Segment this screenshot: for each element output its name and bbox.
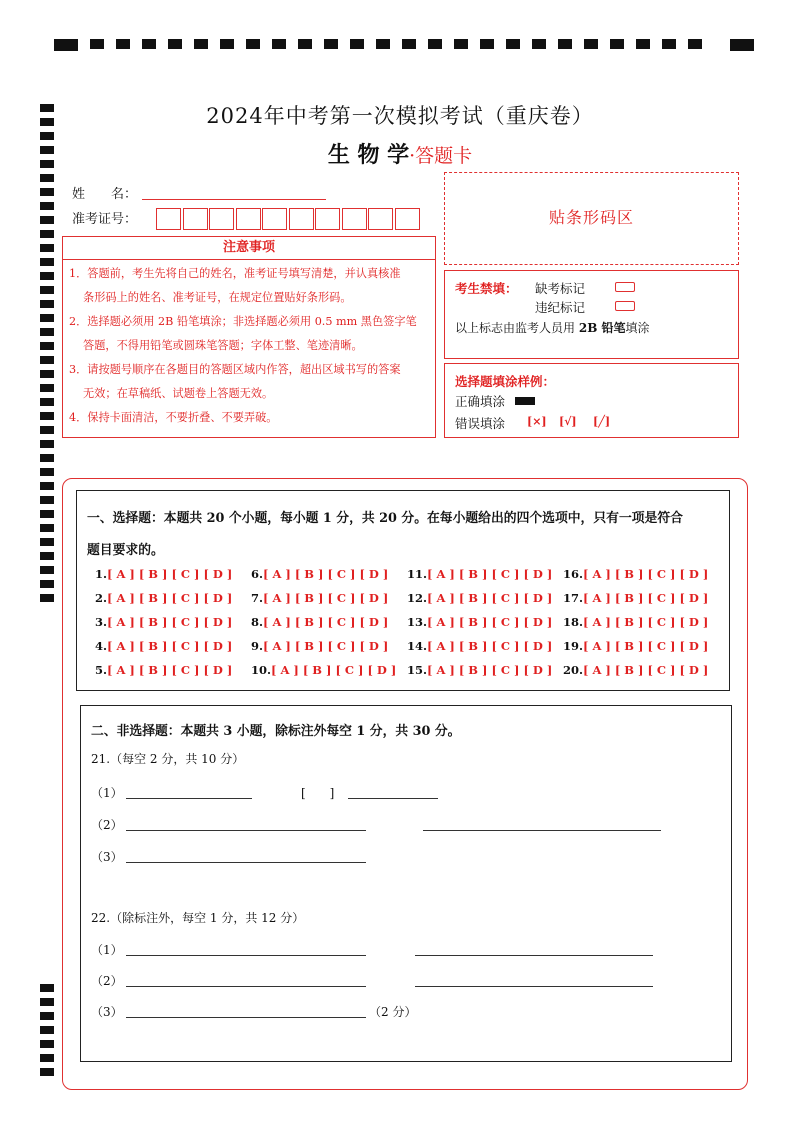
mc-question-number: 1. xyxy=(95,567,108,581)
mc-question-number: 14. xyxy=(407,639,428,653)
timing-mark xyxy=(40,384,54,392)
mc-question-number: 11. xyxy=(407,567,428,581)
mc-question[interactable] xyxy=(563,567,708,581)
timing-mark xyxy=(40,1012,54,1020)
q22-sub3-label: （3） xyxy=(91,1005,123,1019)
timing-mark xyxy=(40,188,54,196)
q22-3-blank[interactable] xyxy=(126,1017,366,1018)
timing-mark xyxy=(40,328,54,336)
id-digit-cell[interactable] xyxy=(289,208,314,230)
page-title: 2024年中考第一次模拟考试（重庆卷） xyxy=(206,104,594,128)
id-digit-cell[interactable] xyxy=(342,208,367,230)
mc-question[interactable] xyxy=(407,567,552,581)
subject-title xyxy=(0,138,800,169)
notice-item: 3．请按题号顺序在各题目的答题区域内作答，超出区域书写的答案 xyxy=(69,363,401,376)
timing-mark xyxy=(40,482,54,490)
timing-mark xyxy=(40,426,54,434)
q22-1-blank[interactable] xyxy=(126,955,366,956)
name-field[interactable] xyxy=(142,199,326,200)
absent-mark-box[interactable] xyxy=(615,282,635,292)
violation-mark-box[interactable] xyxy=(615,301,635,311)
timing-mark xyxy=(40,524,54,532)
mc-question-number: 17. xyxy=(563,591,584,605)
barcode-area xyxy=(444,172,739,265)
notice-box xyxy=(62,236,436,438)
mc-question[interactable] xyxy=(563,663,708,677)
timing-mark xyxy=(40,496,54,504)
mc-question[interactable] xyxy=(407,663,552,677)
timing-mark xyxy=(40,258,54,266)
timing-mark xyxy=(40,1040,54,1048)
notice-item: 条形码上的姓名、准考证号，在规定位置贴好条形码。 xyxy=(83,291,352,304)
mc-question[interactable] xyxy=(407,639,552,653)
notice-item: 答题，不得用铅笔或圆珠笔答题；字体工整、笔迹清晰。 xyxy=(83,339,363,352)
mc-options[interactable]: [ A ] [ B ] [ C ] [ D ] xyxy=(583,639,709,653)
mc-options[interactable]: [ A ] [ B ] [ C ] [ D ] xyxy=(107,663,233,677)
mc-question[interactable] xyxy=(251,639,388,653)
mc-options[interactable]: [ A ] [ B ] [ C ] [ D ] xyxy=(271,663,397,677)
wrong-mark: [×] xyxy=(527,415,547,428)
timing-mark xyxy=(40,342,54,350)
wrong-mark: [√] xyxy=(559,415,577,428)
mc-options[interactable]: [ A ] [ B ] [ C ] [ D ] xyxy=(583,591,709,605)
id-digit-cell[interactable] xyxy=(183,208,208,230)
mc-options[interactable]: [ A ] [ B ] [ C ] [ D ] xyxy=(427,567,553,581)
mc-question-number: 9. xyxy=(251,639,264,653)
id-digit-cell[interactable] xyxy=(262,208,287,230)
fill-example-box xyxy=(444,363,739,438)
forbidden-box xyxy=(444,270,739,359)
q21-sub1-label: （1） xyxy=(91,786,123,800)
mc-question-number: 19. xyxy=(563,639,584,653)
mc-question[interactable] xyxy=(95,591,232,605)
correct-fill-sample xyxy=(515,397,535,405)
timing-mark xyxy=(40,244,54,252)
timing-mark xyxy=(40,370,54,378)
mc-options[interactable]: [ A ] [ B ] [ C ] [ D ] xyxy=(427,591,553,605)
forbidden-note: 以上标志由监考人员用 2B 铅笔填涂 xyxy=(455,321,650,335)
timing-mark xyxy=(40,594,54,602)
correct-fill-label: 正确填涂 xyxy=(455,394,506,409)
forbidden-label: 考生禁填： xyxy=(455,281,518,296)
section1-heading: 一、选择题：本题共 20 个小题，每小题 1 分，共 20 分。在每小题给出的四个选项中，只有一项是符合 xyxy=(87,511,683,526)
mc-question[interactable] xyxy=(95,663,232,677)
mc-question[interactable] xyxy=(251,663,396,677)
q22-sub1-label: （1） xyxy=(91,943,123,957)
timing-mark xyxy=(40,216,54,224)
timing-mark xyxy=(40,314,54,322)
q22-title: 22.（除标注外，每空 1 分，共 12 分） xyxy=(91,911,305,925)
mc-options[interactable]: [ A ] [ B ] [ C ] [ D ] xyxy=(263,591,389,605)
name-label: 姓 名： xyxy=(72,187,138,202)
fill-example-title: 选择题填涂样例： xyxy=(455,374,556,389)
q22-sub2-label: （2） xyxy=(91,974,123,988)
mc-question[interactable] xyxy=(563,615,708,629)
q22-1-blank2[interactable] xyxy=(415,955,653,956)
mc-options[interactable]: [ A ] [ B ] [ C ] [ D ] xyxy=(427,639,553,653)
notice-item: 4．保持卡面清洁，不要折叠、不要弄破。 xyxy=(69,411,278,424)
timing-mark xyxy=(40,398,54,406)
mc-options[interactable]: [ A ] [ B ] [ C ] [ D ] xyxy=(107,567,233,581)
timing-mark xyxy=(40,552,54,560)
mc-question-number: 5. xyxy=(95,663,108,677)
mc-question[interactable] xyxy=(407,591,552,605)
timing-mark xyxy=(40,230,54,238)
timing-mark xyxy=(40,1068,54,1076)
mc-options[interactable]: [ A ] [ B ] [ C ] [ D ] xyxy=(263,567,389,581)
mc-question-number: 6. xyxy=(251,567,264,581)
timing-mark xyxy=(40,412,54,420)
mc-options[interactable]: [ A ] [ B ] [ C ] [ D ] xyxy=(263,615,389,629)
mc-question-number: 4. xyxy=(95,639,108,653)
mc-question[interactable] xyxy=(251,567,388,581)
absent-label: 缺考标记 xyxy=(535,281,586,296)
mc-options[interactable]: [ A ] [ B ] [ C ] [ D ] xyxy=(107,591,233,605)
mc-question[interactable] xyxy=(563,591,708,605)
id-digit-cell[interactable] xyxy=(156,208,181,230)
mc-question[interactable] xyxy=(251,591,388,605)
id-label: 准考证号： xyxy=(72,212,138,227)
subject-name: 生 物 学 xyxy=(327,142,410,168)
timing-mark xyxy=(40,202,54,210)
mc-question-number: 20. xyxy=(563,663,584,677)
q21-1-blank[interactable] xyxy=(126,798,252,799)
wrong-mark: [╱] xyxy=(593,415,611,428)
timing-mark xyxy=(40,510,54,518)
mc-question-number: 13. xyxy=(407,615,428,629)
mc-question[interactable] xyxy=(251,615,388,629)
mc-options[interactable]: [ A ] [ B ] [ C ] [ D ] xyxy=(427,663,553,677)
mc-question-number: 10. xyxy=(251,663,272,677)
mc-question-number: 3. xyxy=(95,615,108,629)
timing-mark xyxy=(40,440,54,448)
timing-mark xyxy=(40,286,54,294)
q22-2-blank2[interactable] xyxy=(415,986,653,987)
id-digit-cell[interactable] xyxy=(209,208,234,230)
mc-options[interactable]: [ A ] [ B ] [ C ] [ D ] xyxy=(107,615,233,629)
notice-item: 无效；在草稿纸、试题卷上答题无效。 xyxy=(83,387,274,400)
id-digit-cell[interactable] xyxy=(315,208,340,230)
q21-3-blank[interactable] xyxy=(126,862,366,863)
mc-question-number: 8. xyxy=(251,615,264,629)
timing-mark xyxy=(40,356,54,364)
mc-question[interactable] xyxy=(95,639,232,653)
section2-heading: 二、非选择题：本题共 3 小题，除标注外每空 1 分，共 30 分。 xyxy=(91,724,461,739)
mc-question-number: 7. xyxy=(251,591,264,605)
mc-question-number: 15. xyxy=(407,663,428,677)
timing-mark xyxy=(40,580,54,588)
timing-mark xyxy=(40,1054,54,1062)
mc-options[interactable]: [ A ] [ B ] [ C ] [ D ] xyxy=(263,639,389,653)
barcode-label: 贴条形码区 xyxy=(548,208,634,227)
timing-mark xyxy=(40,1026,54,1034)
q22-2-blank[interactable] xyxy=(126,986,366,987)
section1-heading-cont: 题目要求的。 xyxy=(87,543,164,558)
timing-mark xyxy=(40,538,54,546)
timing-mark xyxy=(40,454,54,462)
mc-options[interactable]: [ A ] [ B ] [ C ] [ D ] xyxy=(583,567,709,581)
timing-mark xyxy=(40,468,54,476)
mc-question-number: 16. xyxy=(563,567,584,581)
mc-options[interactable]: [ A ] [ B ] [ C ] [ D ] xyxy=(427,615,553,629)
q21-2-blank[interactable] xyxy=(126,830,366,831)
mc-question[interactable] xyxy=(95,567,232,581)
q21-title: 21.（每空 2 分，共 10 分） xyxy=(91,752,245,766)
mc-options[interactable]: [ A ] [ B ] [ C ] [ D ] xyxy=(107,639,233,653)
q21-2-blank2[interactable] xyxy=(423,830,661,831)
violation-label: 违纪标记 xyxy=(535,300,586,315)
timing-mark xyxy=(40,566,54,574)
timing-mark xyxy=(40,998,54,1006)
q21-1-blank2[interactable] xyxy=(348,798,438,799)
multiple-choice-section xyxy=(76,490,730,691)
q21-sub3-label: （3） xyxy=(91,850,123,864)
timing-mark xyxy=(40,272,54,280)
subject-suffix: ·答题卡 xyxy=(409,145,473,167)
mc-options[interactable]: [ A ] [ B ] [ C ] [ D ] xyxy=(583,663,709,677)
mc-question[interactable] xyxy=(95,615,232,629)
mc-question-number: 18. xyxy=(563,615,584,629)
wrong-fill-label: 错误填涂 xyxy=(455,416,506,431)
timing-mark xyxy=(40,984,54,992)
timing-mark xyxy=(40,174,54,182)
mc-options[interactable]: [ A ] [ B ] [ C ] [ D ] xyxy=(583,615,709,629)
id-digit-cell[interactable] xyxy=(368,208,393,230)
notice-title: 注意事项 xyxy=(63,237,435,260)
q21-sub2-label: （2） xyxy=(91,818,123,832)
id-digit-cell[interactable] xyxy=(236,208,261,230)
timing-mark xyxy=(40,300,54,308)
q22-3-note: （2 分） xyxy=(369,1005,417,1019)
notice-item: 1．答题前，考生先将自己的姓名，准考证号填写清楚，并认真核准 xyxy=(69,267,401,280)
mc-question-number: 12. xyxy=(407,591,428,605)
notice-item: 2．选择题必须用 2B 铅笔填涂；非选择题必须用 0.5 mm 黑色签字笔 xyxy=(69,315,417,328)
mc-question-number: 2. xyxy=(95,591,108,605)
id-digit-cell[interactable] xyxy=(395,208,420,230)
free-response-section xyxy=(80,705,732,1062)
mc-question[interactable] xyxy=(407,615,552,629)
mc-question[interactable] xyxy=(563,639,708,653)
q21-1-bracket: [ ] xyxy=(301,786,335,800)
